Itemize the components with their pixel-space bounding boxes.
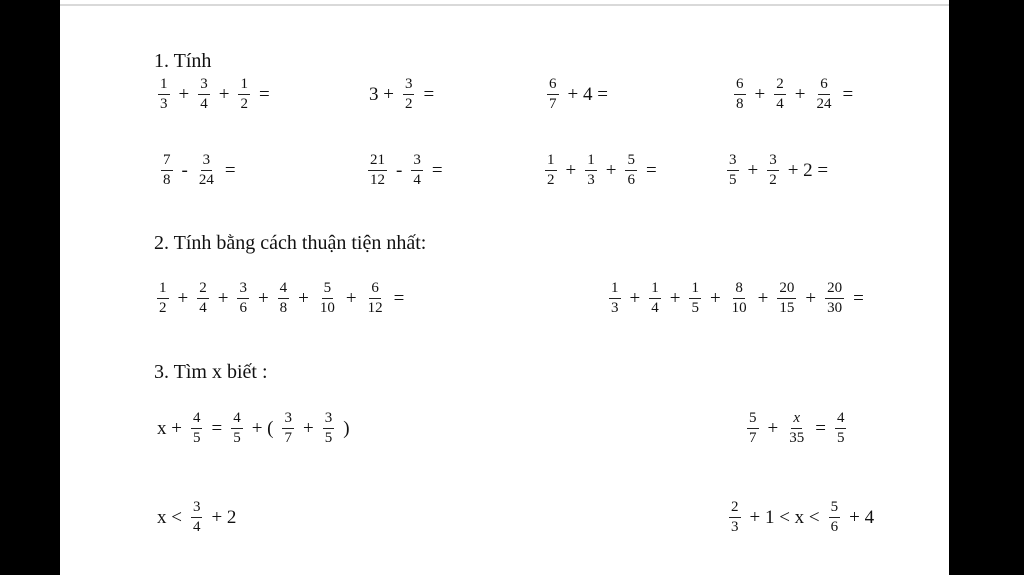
- math-operator: =: [645, 159, 657, 181]
- math-operator: +: [178, 83, 190, 105]
- fraction: [825, 281, 844, 316]
- exercise-3a: [153, 411, 354, 446]
- fraction-numerator: 4: [835, 411, 847, 429]
- math-operator: +: [177, 287, 189, 309]
- fraction: [157, 281, 169, 316]
- math-operator: ): [343, 417, 350, 439]
- fraction: [835, 411, 847, 446]
- fraction-denominator: 4: [776, 96, 784, 112]
- math-operator: +: [257, 287, 269, 309]
- exercise-1b: [365, 77, 438, 112]
- fraction: [191, 411, 203, 446]
- fraction-denominator: 2: [159, 300, 167, 316]
- fraction-denominator: 8: [736, 96, 744, 112]
- fraction-numerator: 5: [322, 281, 334, 299]
- math-operator: +: [217, 287, 229, 309]
- math-operator: =: [853, 287, 864, 309]
- fraction-numerator: 20: [777, 281, 796, 299]
- fraction: [238, 77, 250, 112]
- math-operator: +: [794, 83, 806, 105]
- exercise-1h: [722, 153, 832, 188]
- fraction-denominator: 30: [827, 300, 843, 316]
- math-operator: +: [565, 159, 577, 181]
- math-operator: =: [393, 287, 405, 309]
- fraction-numerator: 1: [545, 153, 557, 171]
- math-operator: +: [298, 287, 309, 309]
- fraction-numerator: 3: [191, 500, 203, 518]
- math-operator: + 1 < x <: [749, 506, 820, 528]
- math-operator: -: [396, 159, 403, 181]
- fraction: [368, 153, 387, 188]
- fraction-denominator: 4: [192, 519, 201, 535]
- fraction: [777, 281, 796, 316]
- exercise-2a: [152, 281, 408, 316]
- fraction-numerator: 21: [368, 153, 387, 171]
- fraction-numerator: 1: [609, 281, 621, 299]
- fraction: [197, 281, 209, 316]
- fraction: [237, 281, 249, 316]
- fraction-denominator: 2: [240, 96, 248, 112]
- fraction: [198, 77, 210, 112]
- fraction-numerator: 6: [734, 77, 746, 95]
- fraction-denominator: 5: [324, 430, 333, 446]
- exercise-3b: [742, 411, 851, 446]
- fraction-numerator: x: [791, 411, 802, 429]
- math-operator: +: [605, 159, 617, 181]
- fraction-numerator: 1: [689, 281, 701, 299]
- section-1-title: 1. Tính: [154, 50, 212, 72]
- fraction: [649, 281, 661, 316]
- fraction: [585, 153, 597, 188]
- math-operator: =: [431, 159, 443, 181]
- fraction-numerator: 2: [774, 77, 786, 95]
- fraction-numerator: 3: [403, 77, 415, 95]
- exercise-1f: [363, 153, 447, 188]
- math-operator: -: [181, 159, 188, 181]
- math-operator: + (: [251, 417, 274, 439]
- math-operator: =: [842, 83, 854, 105]
- fraction-numerator: 1: [238, 77, 250, 95]
- fraction-numerator: 6: [547, 77, 559, 95]
- fraction-denominator: 3: [731, 519, 739, 535]
- fraction: [158, 77, 170, 112]
- fraction-numerator: 5: [747, 411, 759, 429]
- fraction-denominator: 3: [160, 96, 168, 112]
- fraction: [787, 411, 806, 446]
- fraction-denominator: 35: [789, 430, 805, 446]
- fraction: [231, 411, 243, 446]
- fraction: [278, 281, 290, 316]
- fraction: [729, 500, 741, 535]
- fraction-denominator: 2: [547, 172, 555, 188]
- fraction: [609, 281, 621, 316]
- fraction-numerator: 2: [729, 500, 741, 518]
- fraction-denominator: 5: [836, 430, 845, 446]
- fraction-denominator: 5: [233, 430, 241, 446]
- fraction-denominator: 6: [830, 519, 839, 535]
- fraction: [318, 281, 337, 316]
- fraction-numerator: 6: [818, 77, 830, 95]
- fraction-numerator: 3: [411, 153, 423, 171]
- fraction-denominator: 5: [192, 430, 201, 446]
- math-operator: =: [258, 83, 270, 105]
- fraction-numerator: 6: [369, 281, 381, 299]
- fraction: [323, 411, 335, 446]
- fraction-numerator: 3: [767, 153, 779, 171]
- fraction: [282, 411, 294, 446]
- fraction: [547, 77, 559, 112]
- math-operator: + 2: [211, 506, 237, 528]
- fraction-numerator: 5: [829, 500, 841, 518]
- fraction: [197, 153, 216, 188]
- section-2-title: 2. Tính bằng cách thuận tiện nhất:: [154, 232, 427, 254]
- fraction-denominator: 15: [779, 300, 795, 316]
- math-operator: =: [815, 417, 826, 439]
- fraction-numerator: 3: [282, 411, 294, 429]
- fraction: [727, 153, 739, 188]
- exercise-1d: [729, 77, 857, 112]
- fraction: [366, 281, 385, 316]
- math-operator: +: [757, 287, 769, 309]
- fraction-numerator: 1: [158, 77, 170, 95]
- fraction-numerator: 7: [161, 153, 173, 171]
- math-operator: + 4 =: [567, 83, 608, 105]
- fraction-denominator: 12: [367, 300, 383, 316]
- exercise-1c: [542, 77, 612, 112]
- fraction-numerator: 4: [278, 281, 290, 299]
- fraction-numerator: 2: [197, 281, 209, 299]
- fraction-denominator: 2: [769, 172, 777, 188]
- fraction-numerator: 20: [825, 281, 844, 299]
- fraction-denominator: 5: [691, 300, 699, 316]
- exercise-3d: [724, 500, 878, 535]
- fraction: [734, 77, 746, 112]
- fraction: [191, 500, 203, 535]
- fraction-denominator: 4: [200, 96, 208, 112]
- math-operator: +: [345, 287, 357, 309]
- fraction-denominator: 12: [370, 172, 385, 188]
- exercise-1e: [156, 153, 240, 188]
- fraction-denominator: 10: [731, 300, 747, 316]
- math-operator: +: [805, 287, 817, 309]
- fraction-denominator: 6: [627, 172, 635, 188]
- fraction-numerator: 1: [585, 153, 597, 171]
- fraction-numerator: 1: [649, 281, 661, 299]
- math-operator: x +: [157, 417, 182, 439]
- math-operator: x <: [157, 506, 182, 528]
- fraction-numerator: 4: [231, 411, 243, 429]
- fraction: [829, 500, 841, 535]
- math-operator: +: [302, 417, 314, 439]
- math-operator: =: [423, 83, 435, 105]
- fraction-numerator: 3: [237, 281, 249, 299]
- fraction-denominator: 8: [163, 172, 171, 188]
- fraction-denominator: 24: [816, 96, 832, 112]
- fraction-denominator: 4: [199, 300, 207, 316]
- math-operator: 3 +: [369, 83, 394, 105]
- fraction-denominator: 8: [279, 300, 288, 316]
- fraction: [814, 77, 833, 112]
- worksheet-page: [60, 0, 949, 575]
- section-3-title: 3. Tìm x biết :: [154, 361, 268, 383]
- fraction-denominator: 5: [729, 172, 737, 188]
- fraction: [689, 281, 701, 316]
- fraction-denominator: 6: [239, 300, 247, 316]
- fraction: [625, 153, 637, 188]
- exercise-1a: [153, 77, 274, 112]
- fraction: [411, 153, 423, 188]
- page-top-border: [60, 4, 949, 6]
- fraction-denominator: 7: [549, 96, 557, 112]
- fraction-denominator: 24: [198, 172, 214, 188]
- exercise-2b: [604, 281, 868, 316]
- fraction-denominator: 7: [749, 430, 757, 446]
- fraction: [730, 281, 749, 316]
- math-operator: + 4: [849, 506, 875, 528]
- math-operator: +: [629, 287, 641, 309]
- fraction-numerator: 3: [198, 77, 210, 95]
- fraction-denominator: 4: [651, 300, 659, 316]
- fraction-numerator: 8: [733, 281, 745, 299]
- fraction-numerator: 3: [727, 153, 739, 171]
- fraction: [747, 411, 759, 446]
- math-operator: +: [747, 159, 759, 181]
- fraction-denominator: 4: [413, 172, 421, 188]
- exercise-3c: [153, 500, 240, 535]
- math-operator: =: [211, 417, 223, 439]
- fraction-denominator: 10: [319, 300, 335, 316]
- fraction-denominator: 2: [404, 96, 413, 112]
- math-operator: +: [754, 83, 766, 105]
- math-operator: + 2 =: [787, 159, 829, 181]
- fraction-denominator: 7: [284, 430, 292, 446]
- math-operator: +: [669, 287, 681, 309]
- fraction-numerator: 3: [201, 153, 213, 171]
- fraction: [767, 153, 779, 188]
- exercise-1g: [540, 153, 661, 188]
- math-operator: +: [709, 287, 721, 309]
- fraction-numerator: 1: [157, 281, 169, 299]
- math-operator: =: [224, 159, 236, 181]
- fraction-numerator: 4: [191, 411, 203, 429]
- fraction: [774, 77, 786, 112]
- fraction-numerator: 3: [323, 411, 335, 429]
- math-operator: +: [218, 83, 230, 105]
- fraction: [545, 153, 557, 188]
- fraction-denominator: 3: [611, 300, 619, 316]
- fraction-denominator: 3: [587, 172, 595, 188]
- fraction-numerator: 5: [625, 153, 637, 171]
- fraction: [161, 153, 173, 188]
- fraction: [403, 77, 415, 112]
- math-operator: +: [767, 417, 779, 439]
